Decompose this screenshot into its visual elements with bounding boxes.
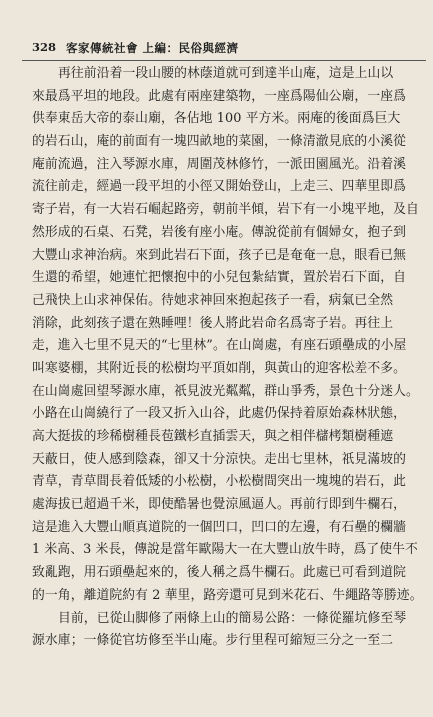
text-line: 庵前流過，注入琴源水庫，周圍茂林修竹，一派田園風光。沿着溪 — [32, 156, 407, 172]
text-line: 青草，青草間長着低矮的小松樹，小松樹間突出一塊塊的岩石，此 — [32, 474, 407, 490]
text-line: 這是進入大豐山順真道院的一個凹口，凹口的左邊，有石壘的欄牆 — [32, 519, 407, 535]
text-line: 在山崗處回望琴源水庫，祇見波光粼粼，群山爭秀，景色十分迷人。 — [32, 383, 419, 399]
text-line: 寄子岩，有一大岩石崛起路旁，朝前半傾，岩下有一小塊平地，及自 — [32, 202, 419, 218]
text-line: 大豐山求神治病。來到此岩石下面，孩子已是奄奄一息，眼看已無 — [32, 247, 407, 263]
text-line: 天蔽日，使人感到陰森，卻又十分涼快。走出七里林，祇見滿坡的 — [32, 451, 407, 467]
text-line: 高大挺拔的珍稀樹種長苞鐵杉直插雲天，與之相伴櫧栲類樹種遮 — [32, 429, 394, 444]
text-line: 生還的希望，她連忙把懷抱中的小兒包紮結實，置於岩石下面，自 — [32, 270, 407, 286]
text-line: 流往前走，經過一段平坦的小徑又開始登山，上走三、四華里即爲 — [32, 179, 407, 195]
page-number: 328 — [32, 40, 57, 54]
text-line: 己飛快上山求神保佑。待她求神回來抱起孩子一看，病氣已全然 — [32, 292, 394, 308]
body-text — [32, 63, 424, 653]
page-header — [32, 40, 413, 56]
text-line: 叫寒婆棚，其附近長的松樹均平頂如削，與黃山的迎客松差不多。 — [32, 360, 407, 376]
text-line: 目前，已從山脚修了兩條上山的簡易公路：一條從羅坑修至琴 — [58, 610, 407, 626]
text-line: 消除，此刻孩子還在熟睡哩！後人將此岩命名爲寄子岩。再往上 — [32, 315, 394, 331]
header-rule — [22, 60, 426, 61]
text-line: 來最爲平坦的地段。此處有兩座建築物，一座爲陽仙公廟，一座爲 — [32, 88, 407, 104]
text-line: 1 米高、3 米長，傳說是當年歐陽大一在大豐山放牛時，爲了使牛不 — [32, 542, 418, 558]
text-line: 走，進入七里不見天的“七里林”。在山崗處，有座石頭壘成的小屋 — [32, 338, 407, 354]
text-line: 然形成的石桌、石凳，岩後有座小庵。傳說從前有個婦女，抱子到 — [32, 224, 407, 240]
text-line: 處海拔已超過千米，即使酷暑也覺涼風逼人。再前行即到牛欄石， — [32, 497, 407, 513]
text-line: 的一角，離道院約有 2 華里，路旁還可見到米花石、牛繩路等勝迹。 — [32, 587, 423, 603]
text-line: 再往前沿着一段山腰的林蔭道就可到達半山庵，這是上山以 — [58, 66, 394, 81]
text-line: 源水庫；一條從官坊修至半山庵。步行里程可縮短三分之一至二 — [32, 633, 394, 649]
text-line: 供奉東岳大帝的泰山廟，各佔地 100 平方米。兩庵的後面爲巨大 — [32, 111, 401, 127]
text-line: 的岩石山，庵的前面有一塊四畝地的菜園，一條清澈見底的小溪從 — [32, 134, 407, 150]
running-title: 客家傳統社會 上編：民俗與經濟 — [66, 41, 239, 55]
text-line: 致亂跑，用石頭壘起來的，後人稱之爲牛欄石。此處已可看到道院 — [32, 565, 407, 581]
text-line: 小路在山崗繞行了一段又折入山谷，此處仍保持着原始森林狀態， — [32, 406, 407, 422]
